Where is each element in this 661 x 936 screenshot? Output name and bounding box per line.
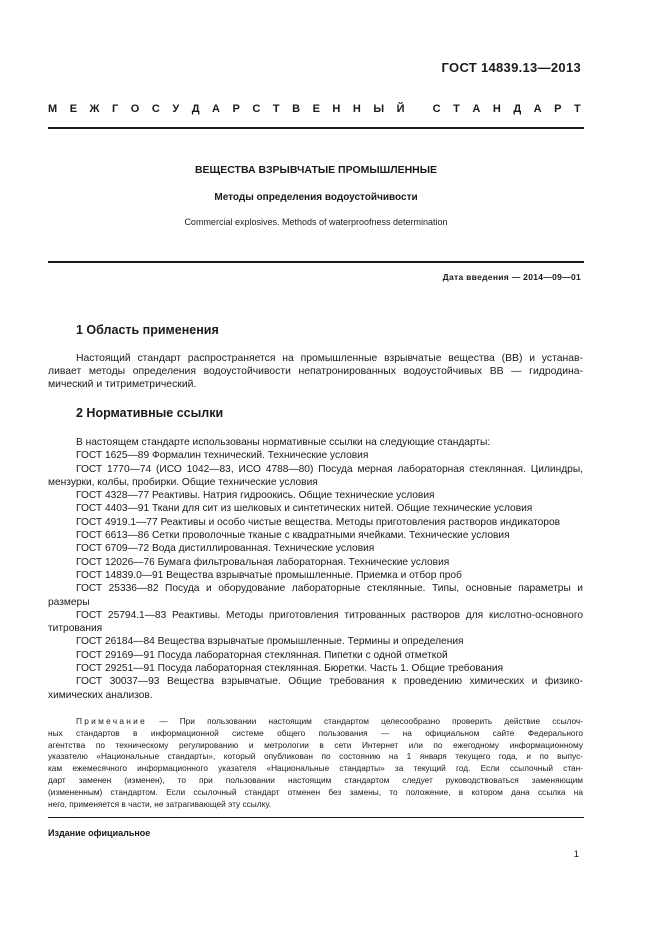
note-line: дарт заменен (изменен), то при пользовании настоящим стандартом следует руководствоваться заменяющим (48, 774, 583, 785)
normative-references (48, 436, 583, 702)
note-line-text: — При пользовании настоящим стандартом целесообразно проверить действие ссылоч- (159, 716, 583, 726)
references-intro: В настоящем стандарте использованы нормативные ссылки на следующие стандарты: (76, 437, 491, 448)
banner-letter: Т (272, 103, 280, 115)
section-2-heading: 2 Нормативные ссылки (76, 406, 224, 420)
title-main: ВЕЩЕСТВА ВЗРЫВЧАТЫЕ ПРОМЫШЛЕННЫЕ (194, 164, 438, 176)
banner-letter: Д (513, 103, 522, 115)
interstate-standard-banner (48, 103, 581, 115)
footer-divider (48, 817, 584, 818)
document-number: ГОСТ 14839.13—2013 (441, 60, 581, 75)
banner-letter: У (172, 103, 180, 115)
note-line (48, 716, 583, 728)
reference-list (48, 449, 583, 702)
section-1-line: мический и титриметрический. (48, 379, 197, 390)
banner-letter: С (252, 103, 261, 115)
section-1-text (48, 352, 583, 391)
reference-item: ГОСТ 4328—77 Реактивы. Натрия гидроокись. Общие технические условия (76, 490, 435, 502)
banner-letter: Н (492, 103, 501, 115)
banner-letter: А (472, 103, 481, 115)
banner-letter: Р (554, 103, 562, 115)
banner-letter (417, 103, 420, 115)
section-1-line: ливает методы определения водоустойчивости непатронированных водоустойчивых ВВ — гидродина- (48, 366, 583, 377)
title-divider (48, 261, 584, 263)
reference-item: ГОСТ 25336—82 Посуда и оборудование лабораторные стеклянные. Типы, основные параметры и размеры (48, 583, 583, 608)
note-line: (измененным) стандартом. Если ссылочный стандарт отменен без замены, то положение, в котором дана ссылка на (48, 786, 583, 797)
effective-date: Дата введения — 2014—09—01 (442, 272, 581, 282)
page-number: 1 (573, 849, 579, 860)
banner-letter: С (151, 103, 160, 115)
banner-letter: С (432, 103, 441, 115)
banner-letter: А (533, 103, 542, 115)
edition-label: Издание официальное (48, 828, 151, 838)
title-subtitle: Методы определения водоустойчивости (214, 192, 418, 203)
banner-letter: Г (112, 103, 119, 115)
reference-item: ГОСТ 14839.0—91 Вещества взрывчатые промышленные. Приемка и отбор проб (76, 569, 462, 581)
banner-letter: О (130, 103, 140, 115)
note-line: ных стандартов в информационной системе общего пользования — на официальном сайте Федерального (48, 727, 583, 738)
section-1-line: Настоящий стандарт распространяется на промышленные взрывчатые вещества (ВВ) и устанав- (76, 353, 583, 364)
reference-item: ГОСТ 4919.1—77 Реактивы и особо чистые вещества. Методы приготовления растворов индикаторов (76, 516, 561, 528)
section-1-heading: 1 Область применения (76, 323, 219, 337)
banner-letter: Т (453, 103, 460, 115)
banner-letter: Н (352, 103, 361, 115)
reference-item: ГОСТ 1770—74 (ИСО 1042—83, ИСО 4788—80) Посуда мерная лабораторная стеклянная. Цилиндры, мензурки, колбы, пробирки. Общие технические условия (48, 463, 583, 488)
note-line: указателю «Национальные стандарты», который опубликован по состоянию на 1 января текущего года, и по выпус- (48, 751, 583, 762)
note-line: агентства по техническому регулированию и метрологии в сети Интернет или по ежегодному информационному (48, 739, 583, 750)
banner-letter: Д (191, 103, 200, 115)
banner-letter: Й (396, 103, 405, 115)
title-english: Commercial explosives. Methods of waterproofness determination (184, 217, 448, 227)
banner-letter: М (48, 103, 58, 115)
banner-letter: А (212, 103, 220, 115)
banner-letter: Н (332, 103, 341, 115)
reference-item: ГОСТ 29169—91 Посуда лабораторная стеклянная. Пипетки с одной отметкой (76, 649, 448, 661)
reference-item: ГОСТ 6613—86 Сетки проволочные тканые с квадратными ячейками. Технические условия (76, 530, 510, 542)
banner-letter: В (292, 103, 301, 115)
reference-item: ГОСТ 6709—72 Вода дистиллированная. Технические условия (76, 543, 375, 555)
note-label: Примечание (76, 716, 148, 726)
reference-item: ГОСТ 29251—91 Посуда лабораторная стеклянная. Бюретки. Часть 1. Общие требования (76, 663, 504, 675)
banner-letter: Р (232, 103, 240, 115)
reference-item: ГОСТ 1625—89 Формалин технический. Технические условия (76, 450, 369, 462)
top-divider (48, 127, 584, 129)
reference-item: ГОСТ 12026—76 Бумага фильтровальная лабораторная. Технические условия (76, 556, 450, 568)
note-block (48, 716, 583, 810)
reference-item: ГОСТ 25794.1—83 Реактивы. Методы приготовления титрованных растворов для кислотно-основного титрования (48, 609, 583, 635)
reference-item: ГОСТ 30037—93 Вещества взрывчатые. Общие требования к проведению химических и физико-химических анализов. (48, 676, 583, 701)
banner-letter: Ы (373, 103, 385, 115)
note-line: него, применяется в части, не затрагивающей эту ссылку. (48, 798, 271, 809)
reference-item: ГОСТ 26184—84 Вещества взрывчатые промышленные. Термины и определения (76, 636, 464, 648)
note-line: кам ежемесячного информационного указателя «Национальные стандарты» за текущий год. Если ссылочный стан- (48, 763, 583, 774)
banner-letter: Ж (89, 103, 100, 115)
banner-letter: Е (312, 103, 320, 115)
banner-letter: Т (574, 103, 581, 115)
reference-item: ГОСТ 4403—91 Ткани для сит из шелковых и синтетических нитей. Общие технические условия (76, 503, 533, 515)
banner-letter: Е (69, 103, 78, 115)
